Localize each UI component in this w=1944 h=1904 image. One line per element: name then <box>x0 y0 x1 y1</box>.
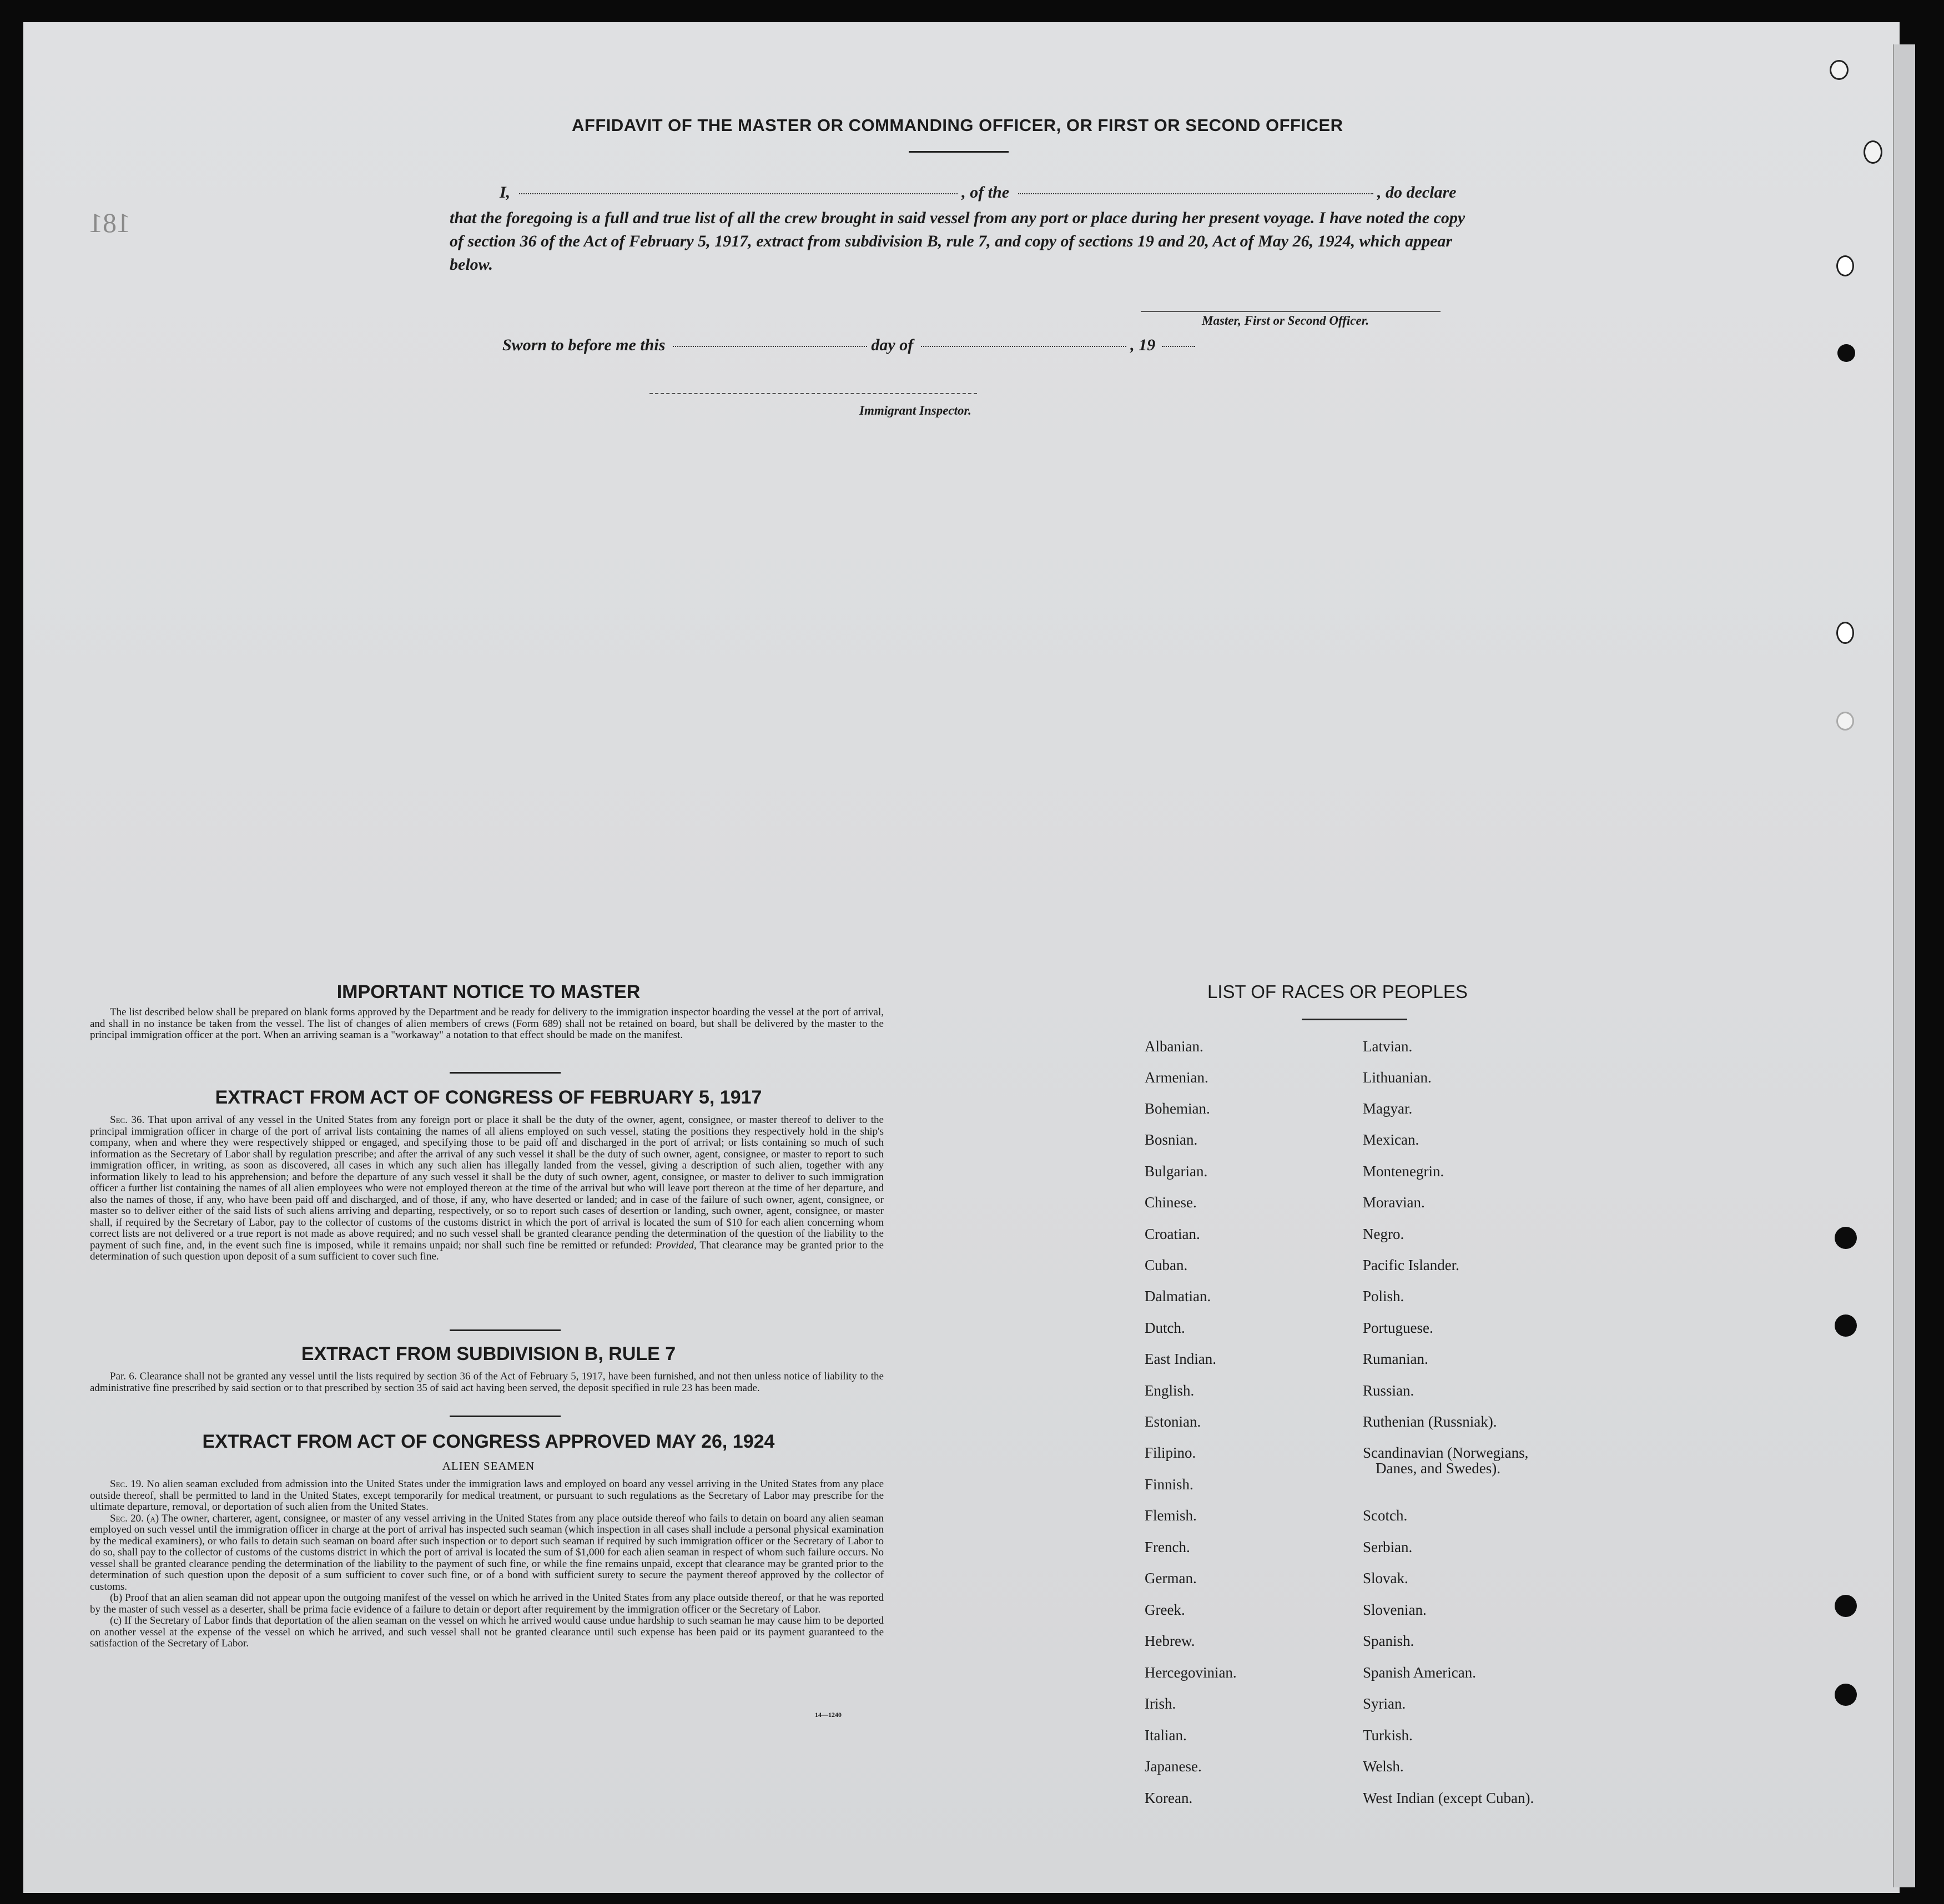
race-item: Danes, and Swedes). <box>1376 1460 1500 1477</box>
affidavit-title-rule <box>909 151 1009 153</box>
notice-paragraph: The list described below shall be prepared on blank forms approved by the Department and be ready for delivery to the immigration inspector boarding the vessel at the port of arrival, and shall in no instance be taken from the vessel. The list of changes of alien members of crews (Form 689) shall not be retained on board, but shall be delivered by the master to the principal immigration officer at the port. When an arriving seaman is a "workaway" a notation to that effect should be made on the manifest. <box>90 1006 884 1041</box>
i-label: I, <box>500 183 511 202</box>
race-item: Scotch. <box>1363 1507 1408 1524</box>
day-of-label: day of <box>871 336 914 354</box>
race-item: Cuban. <box>1145 1257 1188 1273</box>
proviso-text: That clearance may be granted prior to the determination of such question upon deposit of a sum sufficient to cover such fine. <box>90 1239 884 1262</box>
sec20c-paragraph: (c) If the Secretary of Labor finds that deportation of the alien seaman on the vessel on which he arrived would cause undue hardship to such seaman he may cause him to be deported on another vessel at the expense of the vessel on which he arrived, and such vessel shall not be granted clearance until such expense has been paid or its payment guaranteed to the satisfaction of the Secretary of Labor. <box>90 1615 884 1649</box>
affidavit-paragraph: that the foregoing is a full and true list of all the crew brought in said vessel from any port or place during her present voyage. I have noted the copy of section 36 of the Act of February 5, 1917, extract from subdivision B, rule 7, and copy of sections 19 and 20, Act of May 26, 1924, which appear below. <box>450 209 1465 274</box>
race-item: Irish. <box>1145 1695 1176 1712</box>
race-item: Croatian. <box>1145 1226 1200 1242</box>
rule7-paragraph: Par. 6. Clearance shall not be granted any vessel until the lists required by section 36 of the Act of February 5, 1917, have been furnished, and not then unless notice of liability to the administrative fine prescribed by said section or to that prescribed by section 35 of said act having been served, the deposit specified in rule 23 has been made. <box>90 1371 884 1394</box>
race-item: Portuguese. <box>1363 1319 1433 1336</box>
race-item: Albanian. <box>1145 1038 1203 1055</box>
race-item: Russian. <box>1363 1382 1414 1399</box>
master-signature-label: Master, First or Second Officer. <box>1202 314 1369 328</box>
extract-1917-body <box>90 1115 884 1263</box>
sec36-label: Sec. 36. <box>110 1114 145 1126</box>
extract-1924-body <box>90 1479 884 1650</box>
sec20-label: Sec. 20. (a) <box>110 1512 159 1524</box>
races-title: LIST OF RACES OR PEOPLES <box>1207 981 1468 1002</box>
races-title-rule <box>1302 1019 1407 1020</box>
sec19-text: No alien seaman excluded from admission into the United States under the immigration laws and employed on board any vessel arriving in the United States from any place outside thereof, shall be permitted to land in the United States, except temporarily for medical treatment, or pursuant to such regulations as the Secretary of Labor may prescribe for the ultimate departure, removal, or deportation of such alien from the United States. <box>90 1478 884 1513</box>
alien-seamen-subtitle: ALIEN SEAMEN <box>442 1459 535 1473</box>
race-item: Magyar. <box>1363 1100 1413 1117</box>
race-item: Mexican. <box>1363 1131 1419 1148</box>
sec19-label: Sec. 19. <box>110 1478 144 1490</box>
race-item: Dalmatian. <box>1145 1288 1211 1304</box>
race-item: Latvian. <box>1363 1038 1413 1055</box>
page-edge <box>1893 44 1915 1887</box>
race-item: Lithuanian. <box>1363 1069 1432 1086</box>
race-item: Estonian. <box>1145 1413 1201 1430</box>
vessel-blank[interactable] <box>1018 193 1373 194</box>
extract-1917-title: EXTRACT FROM ACT OF CONGRESS OF FEBRUARY 5, 1917 <box>215 1087 762 1108</box>
proviso-label: Provided, <box>655 1239 697 1251</box>
binder-hole <box>1836 622 1854 644</box>
punch-hole <box>1835 1227 1857 1249</box>
race-item: Flemish. <box>1145 1507 1197 1524</box>
sworn-line <box>502 336 1195 355</box>
race-item: Filipino. <box>1145 1444 1196 1461</box>
rule7-rule <box>450 1416 561 1417</box>
sec36-paragraph <box>90 1115 884 1263</box>
race-item: Scandinavian (Norwegians, <box>1363 1444 1529 1461</box>
master-signature-line[interactable] <box>1141 311 1441 312</box>
race-item: Spanish American. <box>1363 1664 1476 1681</box>
punch-hole <box>1835 1314 1857 1337</box>
inspector-signature-line[interactable] <box>649 393 977 394</box>
notice-title: IMPORTANT NOTICE TO MASTER <box>336 981 641 1003</box>
race-item: Slovenian. <box>1363 1601 1427 1618</box>
notice-body <box>90 1007 884 1041</box>
race-item: Polish. <box>1363 1288 1404 1304</box>
race-item: Spanish. <box>1363 1633 1414 1649</box>
race-item: English. <box>1145 1382 1195 1399</box>
race-item: Montenegrin. <box>1363 1163 1444 1180</box>
race-item: Dutch. <box>1145 1319 1185 1336</box>
notice-rule <box>450 1072 561 1074</box>
binder-hole <box>1837 344 1855 362</box>
race-item: Chinese. <box>1145 1194 1197 1211</box>
race-item: Bohemian. <box>1145 1100 1210 1117</box>
sworn-day-blank[interactable] <box>673 346 867 347</box>
sworn-month-blank[interactable] <box>921 346 1126 347</box>
race-item: Ruthenian (Russniak). <box>1363 1413 1497 1430</box>
race-item: Korean. <box>1145 1790 1193 1806</box>
race-item: West Indian (except Cuban). <box>1363 1790 1534 1806</box>
extract-1917-rule <box>450 1329 561 1331</box>
race-item: German. <box>1145 1570 1197 1586</box>
sec19-paragraph <box>90 1479 884 1513</box>
binder-hole <box>1830 60 1849 80</box>
margin-page-number: 181 <box>89 207 130 238</box>
sworn-label: Sworn to before me this <box>502 336 666 354</box>
of-the-label: , of the <box>961 183 1010 202</box>
race-item: Welsh. <box>1363 1758 1404 1775</box>
affidavit-declaration-line <box>500 183 1456 202</box>
rule7-body <box>90 1371 884 1394</box>
race-item: Syrian. <box>1363 1695 1406 1712</box>
punch-hole <box>1835 1684 1857 1706</box>
binder-hole <box>1864 140 1882 164</box>
race-item: Negro. <box>1363 1226 1404 1242</box>
race-item: French. <box>1145 1539 1190 1555</box>
race-item: Hercegovinian. <box>1145 1664 1237 1681</box>
race-item: Moravian. <box>1363 1194 1425 1211</box>
punch-hole <box>1835 1595 1857 1617</box>
sec20a-text: The owner, charterer, agent, consignee, or master of any vessel arriving in the United States from any place outside thereof who fails to detain on board any alien seaman employed on such vessel until the immigration officer in charge at the port of arrival has inspected such seaman (which inspection in all cases shall include a personal physical examination by the medical examiners), or who fails to detain such seaman on board after such inspection or to deport such seaman if required by such immigration officer or the Secretary of Labor to do so, shall pay to the collector of customs of the customs district in which the port of arrival is located the sum of $1,000 for each alien seaman in respect of whom such failure occurs. No vessel shall be granted clearance pending the determination of the liability to the payment of such fine, or while the fine remains unpaid, except that clearance may be granted prior to the determination of such question upon the deposit of a sum sufficient to cover such fine, or of a bond with sufficient surety to secure the payment thereof approved by the collector of customs. <box>90 1512 884 1593</box>
race-item: Italian. <box>1145 1727 1187 1744</box>
do-declare-label: , do declare <box>1377 183 1457 202</box>
binder-hole <box>1836 255 1854 276</box>
race-item: Pacific Islander. <box>1363 1257 1459 1273</box>
sworn-year-blank[interactable] <box>1162 346 1195 347</box>
affidavit-title: AFFIDAVIT OF THE MASTER OR COMMANDING OFFICER, OR FIRST OR SECOND OFFICER <box>572 115 1343 135</box>
race-item: Armenian. <box>1145 1069 1208 1086</box>
race-item: Hebrew. <box>1145 1633 1195 1649</box>
inspector-label: Immigrant Inspector. <box>859 404 971 417</box>
race-item: Finnish. <box>1145 1476 1193 1493</box>
race-item: Japanese. <box>1145 1758 1202 1775</box>
sec36-text: That upon arrival of any vessel in the United States from any foreign port or place it shall be the duty of the owner, agent, consignee, or master thereof to deliver to the principal immigration officer in charge of the port of arrival lists containing the names of all aliens employed on such vessel, stating the positions they respectively hold in the ship's company, when and where they were respectively shipped or engaged, and specifying those to be paid off and discharged in the port of arrival; or lists containing so much of such information as the Secretary of Labor shall by regulation prescribe; and after the arrival of any such vessel it shall be the duty of such owner, agent, consignee, or master to report to such immigration officer, in writing, as soon as discovered, all cases in which any such alien has illegally landed from the vessel, giving a description of such alien, together with any information likely to lead to his apprehension; and before the departure of any such vessel it shall be the duty of such owner, agent, consignee, or master to deliver to such immigration officer a further list containing the names of all alien employees who were not employed thereon at the time of the arrival but who will leave port thereon at the time of her departure, and also the names of those, if any, who have been paid off and discharged, and of those, if any, who have deserted or landed; and in case of the failure of such owner, agent, consignee, or master so to deliver either of the said lists of such aliens arriving and departing, respectively, or so to report such cases of desertion or landing, such owner, agent, consignee, or master shall, if required by the Secretary of Labor, pay to the collector of customs of the customs district in which the port of arrival is located the sum of $10 for each alien concerning whom correct lists are not delivered or a true report is not made as above required; and no such vessel shall be granted clearance pending the determination of the question of the liability to the payment of such fine, and, in the event such fine is imposed, while it remains unpaid; nor shall such fine be remitted or refunded: <box>90 1114 884 1251</box>
race-item: Greek. <box>1145 1601 1185 1618</box>
binder-hole <box>1836 712 1854 731</box>
rule7-title: EXTRACT FROM SUBDIVISION B, RULE 7 <box>301 1343 676 1364</box>
race-item: East Indian. <box>1145 1351 1216 1367</box>
race-item: Slovak. <box>1363 1570 1408 1586</box>
race-item: Bulgarian. <box>1145 1163 1208 1180</box>
sec20a-paragraph <box>90 1513 884 1593</box>
race-item: Serbian. <box>1363 1539 1413 1555</box>
year-label: , 19 <box>1130 336 1156 354</box>
form-number: 14—1240 <box>815 1711 842 1719</box>
race-item: Bosnian. <box>1145 1131 1198 1148</box>
sec20b-paragraph: (b) Proof that an alien seaman did not appear upon the outgoing manifest of the vessel on which he arrived in the United States from any place outside thereof, or that he was reported by the master of such vessel as a deserter, shall be prima facie evidence of a failure to detain or deport after requirement by the immigration officer or the Secretary of Labor. <box>90 1592 884 1615</box>
name-blank[interactable] <box>519 193 958 194</box>
race-item: Rumanian. <box>1363 1351 1428 1367</box>
race-item: Turkish. <box>1363 1727 1413 1744</box>
extract-1924-title: EXTRACT FROM ACT OF CONGRESS APPROVED MAY 26, 1924 <box>202 1431 775 1452</box>
